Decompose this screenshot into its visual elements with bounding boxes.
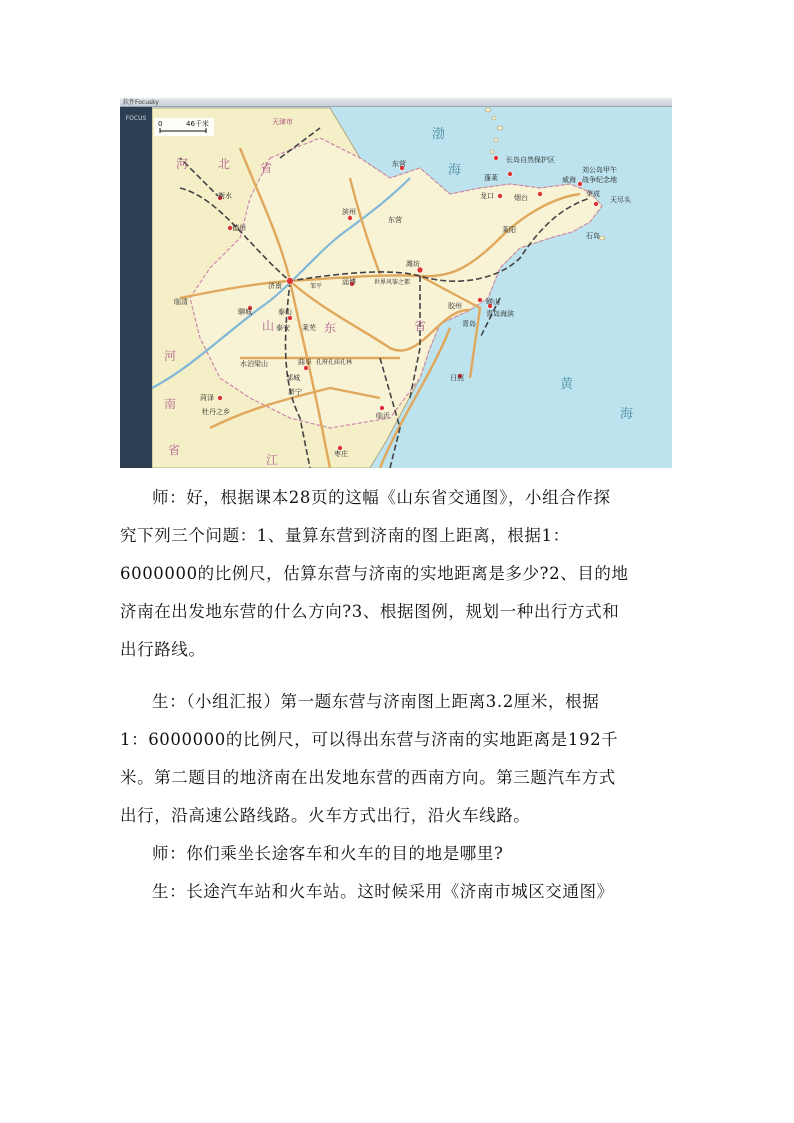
text-line: 6000000的比例尺，估算东营与济南的实地距离是多少?2、目的地: [120, 564, 629, 583]
label-jiaozhou: 胶州: [448, 302, 462, 310]
sea-label-bo: 渤: [432, 127, 446, 142]
label-zibo: 淄博: [342, 278, 356, 286]
label-linyi: 临沂: [376, 412, 390, 420]
label-taishan: 泰山: [278, 308, 292, 316]
label-yantai: 烟台: [514, 194, 528, 202]
label-tianjin: 天津市: [272, 118, 293, 126]
label-qingdao-beach: 青岛海滨: [486, 310, 514, 318]
label-binzhou: 滨州: [342, 208, 356, 216]
label-laoshan: 崂山: [486, 298, 500, 306]
label-rizhao: 日照: [450, 374, 464, 382]
label-dezhou: 德州: [232, 224, 246, 232]
text-line: 师：你们乘坐长途客车和火车的目的地是哪里?: [152, 844, 504, 863]
scale-right: 46千米: [186, 120, 209, 128]
label-dongying: 东营: [392, 160, 406, 168]
label-weifang: 潍坊: [406, 260, 420, 268]
province-label-sheng1: 省: [260, 161, 273, 175]
label-zaozhuang: 枣庄: [334, 450, 348, 458]
text-line: 1：6000000的比例尺，可以得出东营与济南的实地距离是192千: [120, 730, 619, 749]
label-changdao: 长岛自然保护区: [506, 156, 555, 164]
text-line: 米。第二题目的地济南在出发地东营的西南方向。第三题汽车方式: [120, 768, 616, 787]
app-sidebar: [120, 107, 152, 468]
scale-left: 0: [158, 120, 163, 128]
label-world-kite: 世界风筝之都: [374, 279, 411, 286]
label-rongcheng: 荣成: [586, 190, 600, 198]
label-hengshui: 衡水: [218, 192, 232, 200]
label-qingdao: 青岛: [462, 320, 476, 328]
province-label-dong: 东: [324, 321, 337, 335]
text-line: 生：长途汽车站和火车站。这时候采用《济南市城区交通图》: [152, 882, 614, 901]
label-jining: 济宁: [288, 388, 302, 396]
province-label-shan: 山: [262, 319, 275, 333]
scale-bar: [154, 118, 214, 136]
label-zou: 邹城: [286, 374, 300, 382]
label-jinan: 济南: [268, 282, 282, 290]
label-tianjintou: 天尽头: [610, 196, 631, 204]
window-titlebar: 软件Focusky: [120, 98, 672, 107]
text-line: 生：（小组汇报）第一题东营与济南图上距离3.2厘米，根据: [152, 692, 600, 711]
province-label-nan: 南: [164, 397, 177, 411]
label-linqing: 临清: [174, 298, 188, 306]
label-heze: 菏泽: [200, 394, 214, 402]
province-label-sheng2: 省: [414, 319, 427, 333]
shandong-transport-map: [120, 98, 672, 468]
text-line: 究下列三个问题：1、量算东营到济南的图上距离，根据1：: [120, 526, 570, 545]
label-laiyang: 莱阳: [502, 226, 516, 234]
label-dongying2: 东营: [388, 216, 402, 224]
label-liaocheng: 聊城: [238, 308, 252, 316]
app-logo: FOCUS: [125, 115, 147, 122]
label-taian: 泰安: [276, 324, 290, 332]
sea-label-huang: 黄: [560, 377, 574, 392]
label-shuibo: 水泊梁山: [240, 360, 268, 368]
province-label-bei: 北: [218, 157, 231, 171]
label-qufu: 曲阜: [298, 358, 312, 366]
label-kongsan: 孔府孔庙孔林: [316, 359, 353, 366]
label-zouping: 邹平: [310, 283, 323, 290]
label-longkou: 龙口: [480, 192, 494, 200]
text-line: 出行，沿高速公路线路。火车方式出行，沿火车线路。: [120, 806, 531, 825]
map-drawing: [120, 98, 672, 468]
document-text: [120, 480, 676, 950]
label-shidao: 石岛: [586, 232, 600, 240]
sea-label-hai: 海: [448, 163, 462, 178]
province-label-jiang: 江: [266, 453, 279, 467]
province-label-he: 河: [176, 157, 189, 171]
province-label-sheng3: 省: [168, 443, 181, 457]
label-mudan: 牡丹之乡: [202, 408, 230, 416]
province-label-he2: 河: [164, 349, 177, 363]
label-penglai: 蓬莱: [484, 174, 498, 182]
sea-label-hai2: 海: [620, 407, 634, 422]
label-liugong: 刘公岛甲午: [582, 166, 617, 174]
text-line: 师：好，根据课本28页的这幅《山东省交通图》，小组合作探: [152, 488, 611, 507]
label-laiwu: 莱芜: [302, 324, 316, 332]
label-weihai: 威海: [562, 176, 576, 184]
text-line: 出行路线。: [120, 640, 206, 659]
text-line: 济南在出发地东营的什么方向?3、根据图例，规划一种出行方式和: [120, 602, 620, 621]
label-liugong2: 战争纪念地: [582, 176, 617, 184]
